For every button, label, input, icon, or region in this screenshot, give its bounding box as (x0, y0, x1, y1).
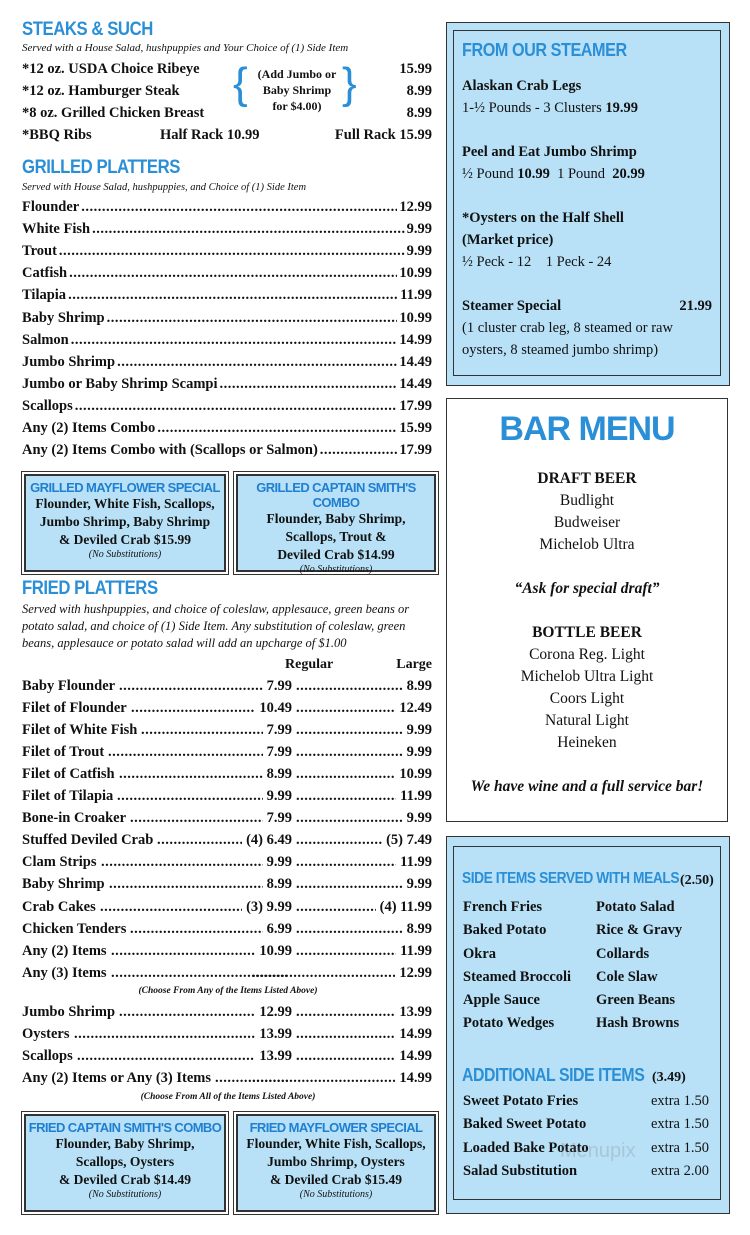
item-name: Any (2) Items Combo with (Scallops or Salmon) (22, 442, 318, 459)
grilled-subtitle: Served with House Salad, hushpuppies, and Choice of (1) Side Item (22, 182, 307, 193)
shrimp-full-label: 1 Pound (557, 166, 606, 182)
sides-header (462, 870, 714, 888)
bottle-item: Heineken (557, 734, 617, 751)
fried-item (22, 678, 432, 698)
grilled-item (22, 287, 432, 307)
item-price: 14.99 (399, 331, 432, 348)
grilled-item (22, 354, 432, 374)
item-name: Baby Shrimp (22, 309, 105, 326)
item-name: White Fish (22, 221, 91, 238)
additional-item: Salad Substitution (463, 1162, 578, 1179)
brace-right: } (342, 59, 357, 108)
special-desc-2: oysters, 8 steamed jumbo shrimp) (462, 342, 659, 358)
fried-item (22, 876, 432, 896)
leader-dots (68, 287, 398, 304)
leader-dots (131, 700, 255, 717)
fried-item (22, 766, 432, 786)
grilled-item (22, 398, 432, 418)
combo-line: Scallops, Trout & (285, 529, 387, 544)
draft-item: Michelob Ultra (539, 536, 635, 553)
leader-dots (141, 722, 263, 739)
price-regular: 12.99 (259, 1004, 292, 1020)
draft-item: Budweiser (553, 514, 621, 531)
ribs-name: *BBQ Ribs (22, 127, 92, 143)
price-large: 12.99 (399, 964, 432, 981)
leader-dots (130, 921, 263, 938)
item-name: Clam Strips (22, 854, 97, 871)
fried-item (22, 1026, 432, 1046)
leader-dots (296, 810, 403, 827)
item-name: Filet of Trout (22, 744, 105, 761)
price-regular: 9.99 (266, 854, 292, 871)
leader-dots (296, 766, 395, 783)
fried-item (22, 899, 432, 919)
sides-right-col (596, 896, 682, 1036)
combo-line: Jumbo Shrimp, Oysters (267, 1154, 405, 1169)
item-name: Jumbo Shrimp (22, 353, 116, 370)
crab-desc (462, 100, 638, 117)
grilled-item (22, 310, 432, 330)
combo-note: (No Substitutions) (299, 564, 373, 575)
special-name: Steamer Special (462, 298, 562, 314)
leader-dots (92, 221, 405, 238)
ribs-full: Full Rack 15.99 (334, 127, 432, 143)
price-regular: 8.99 (266, 876, 292, 893)
leader-dots (71, 332, 398, 349)
item-name: Chicken Tenders (22, 920, 127, 937)
fried-item (22, 788, 432, 808)
combo-title: GRILLED CAPTAIN SMITH'S COMBO (256, 480, 416, 510)
bar-title: BAR MENU (499, 410, 675, 448)
leader-dots (59, 243, 405, 260)
fried-item (22, 854, 432, 874)
combo-line: Flounder, White Fish, Scallops, (35, 496, 215, 511)
combo-line: Flounder, Baby Shrimp, (266, 511, 406, 526)
combo-line: Deviled Crab $14.99 (277, 547, 395, 562)
combo-line: & Deviled Crab $15.49 (270, 1172, 402, 1187)
sides-price: (2.50) (680, 873, 714, 888)
steak-item-price: 8.99 (406, 105, 432, 121)
leader-dots (296, 678, 403, 695)
price-large: 14.99 (399, 1048, 432, 1065)
item-name: Any (2) Items or Any (3) Items (22, 1070, 212, 1087)
price-large: 11.99 (400, 854, 432, 871)
leader-dots (252, 965, 395, 982)
shrimp-full-price: 20.99 (612, 166, 645, 182)
item-price: 11.99 (400, 287, 432, 304)
leader-dots (109, 876, 263, 893)
side-item: Potato Wedges (463, 1015, 555, 1032)
additional-item: Sweet Potato Fries (463, 1093, 579, 1109)
side-item: Rice & Gravy (596, 922, 683, 939)
fried-item (22, 744, 432, 764)
col-large: Large (396, 657, 432, 672)
item-price: 14.49 (399, 375, 432, 392)
additional-price: (3.49) (652, 1070, 686, 1085)
leader-dots (130, 810, 263, 827)
item-name: Filet of Catfish (22, 766, 115, 783)
addon-line: (Add Jumbo or (257, 67, 337, 81)
fried-item (22, 921, 432, 941)
fried-item (22, 700, 432, 720)
price-large: 14.99 (399, 1026, 432, 1043)
fried-item (22, 1004, 432, 1024)
item-price: 10.99 (399, 309, 432, 326)
steamer-title: FROM OUR STEAMER (462, 40, 627, 60)
ribs-half: Half Rack 10.99 (160, 127, 260, 143)
side-item: Apple Sauce (463, 992, 540, 1009)
item-name: Any (3) Items (22, 964, 107, 981)
leader-dots (74, 1026, 255, 1043)
price-large: 9.99 (406, 810, 432, 827)
sides-left-col (463, 896, 571, 1036)
price-large: 9.99 (406, 876, 432, 893)
oysters-name: *Oysters on the Half Shell (462, 210, 624, 226)
item-name: Stuffed Deviled Crab (22, 832, 154, 849)
leader-dots (108, 744, 263, 761)
item-price: 17.99 (399, 442, 432, 459)
combo-line: Flounder, Baby Shrimp, (55, 1136, 195, 1151)
price-large: 9.99 (406, 744, 432, 761)
leader-dots (252, 1070, 395, 1087)
side-item: Hash Browns (596, 1015, 680, 1032)
combo-title: FRIED CAPTAIN SMITH'S COMBO (28, 1120, 222, 1135)
item-name: Oysters (22, 1026, 70, 1043)
combo-note: (No Substitutions) (88, 1189, 162, 1200)
addon-note (250, 66, 344, 114)
leader-dots (107, 310, 398, 327)
price-regular: 7.99 (266, 744, 292, 761)
side-item: Baked Potato (463, 922, 547, 939)
fried-captain-box (24, 1114, 226, 1212)
item-name: Trout (22, 243, 57, 260)
price-regular: 6.99 (266, 920, 292, 937)
watermark: Menupix (560, 1140, 636, 1162)
additional-header (462, 1065, 669, 1086)
grilled-item (22, 332, 432, 352)
bottle-item: Coors Light (549, 690, 625, 707)
ask-special: “Ask for special draft” (514, 580, 660, 597)
price-large: 13.99 (399, 1004, 432, 1020)
leader-dots (117, 354, 397, 371)
leader-dots (296, 1048, 395, 1065)
leader-dots (119, 678, 263, 695)
leader-dots (296, 876, 403, 893)
oysters-market: (Market price) (462, 232, 554, 248)
item-name: Scallops (22, 397, 73, 414)
steak-item-name: *12 oz. Hamburger Steak (22, 83, 180, 99)
price-large: (5) 7.49 (386, 832, 432, 849)
leader-dots (320, 442, 398, 459)
draft-title: DRAFT BEER (537, 470, 637, 487)
fried-item (22, 810, 432, 830)
combo-line: & Deviled Crab $14.49 (59, 1172, 191, 1187)
item-price: 9.99 (406, 243, 432, 260)
leader-dots (296, 854, 396, 871)
grilled-item (22, 442, 432, 462)
additional-price: extra 1.50 (651, 1139, 709, 1156)
special-price: 21.99 (679, 298, 712, 314)
price-regular: 13.99 (259, 1048, 292, 1065)
price-large: 11.99 (400, 942, 432, 959)
steak-item-price: 8.99 (406, 83, 432, 99)
combo-line: Flounder, White Fish, Scallops, (246, 1136, 426, 1151)
bottle-item: Corona Reg. Light (529, 646, 645, 663)
price-large: 8.99 (406, 678, 432, 694)
combo-title: GRILLED MAYFLOWER SPECIAL (30, 480, 220, 495)
leader-dots (296, 1026, 395, 1043)
price-large: 9.99 (406, 722, 432, 739)
leader-dots (75, 398, 398, 415)
price-large: 10.99 (399, 766, 432, 783)
price-regular: 7.99 (266, 810, 292, 827)
addon-line: Baby Shrimp (262, 83, 332, 97)
additional-price: extra 2.00 (651, 1162, 709, 1179)
addon-line: for $4.00) (272, 99, 322, 113)
price-large: (4) 11.99 (379, 898, 432, 915)
leader-dots (296, 832, 382, 849)
leader-dots (296, 899, 376, 916)
additional-price: extra 1.50 (651, 1116, 709, 1133)
grilled-item (22, 265, 432, 285)
price-large: 12.49 (399, 700, 432, 717)
leader-dots (119, 1004, 255, 1021)
additional-price: extra 1.50 (651, 1093, 709, 1109)
steak-item-name: *8 oz. Grilled Chicken Breast (22, 105, 205, 121)
item-name: Filet of White Fish (22, 722, 138, 739)
item-name: Flounder (22, 199, 80, 215)
side-item: French Fries (463, 899, 543, 915)
item-price: 17.99 (399, 397, 432, 414)
combo-line: Jumbo Shrimp, Baby Shrimp (39, 514, 211, 529)
grilled-item (22, 243, 432, 263)
grilled-title: GRILLED PLATTERS (22, 157, 181, 178)
brace-left: { (233, 59, 248, 108)
leader-dots (69, 265, 397, 282)
steak-item-name: *12 oz. USDA Choice Ribeye (22, 61, 200, 77)
steak-item-price: 15.99 (399, 61, 432, 77)
grilled-item (22, 376, 432, 396)
fried-title: FRIED PLATTERS (22, 578, 158, 599)
fried-item (22, 965, 432, 985)
leader-dots (117, 788, 263, 805)
additional-title: ADDITIONAL SIDE ITEMS (462, 1065, 645, 1085)
item-price: 12.99 (399, 199, 432, 215)
price-regular: 7.99 (266, 722, 292, 739)
item-price: 10.99 (399, 265, 432, 282)
price-regular: 10.99 (259, 942, 292, 959)
crab-price: 19.99 (605, 100, 639, 116)
leader-dots (111, 943, 255, 960)
bottle-item: Natural Light (545, 712, 629, 729)
crab-name: Alaskan Crab Legs (462, 78, 582, 94)
shrimp-name: Peel and Eat Jumbo Shrimp (462, 144, 637, 160)
additional-item: Baked Sweet Potato (463, 1116, 587, 1133)
item-name: Tilapia (22, 287, 67, 304)
leader-dots (100, 899, 242, 916)
side-item: Green Beans (596, 992, 676, 1009)
shrimp-half-price: 10.99 (517, 166, 550, 182)
leader-dots (296, 722, 403, 739)
item-name: Filet of Flounder (22, 700, 127, 717)
leader-dots (101, 854, 263, 871)
price-regular: 13.99 (259, 1026, 292, 1043)
shrimp-prices (462, 166, 645, 183)
item-price: 9.99 (406, 221, 432, 238)
bar-content (446, 468, 728, 798)
leader-dots (220, 376, 398, 393)
leader-dots (296, 1004, 395, 1021)
col-regular: Regular (285, 657, 334, 672)
grilled-item (22, 221, 432, 241)
leader-dots (81, 199, 397, 216)
fried-note-1: (Choose From Any of the Items Listed Above) (138, 986, 318, 996)
special-desc-1: (1 cluster crab leg, 8 steamed or raw (462, 320, 673, 336)
side-item: Cole Slaw (596, 968, 658, 985)
side-item: Potato Salad (596, 899, 675, 915)
steaks-title: STEAKS & SUCH (22, 19, 153, 40)
sides-title: SIDE ITEMS SERVED WITH MEALS (462, 870, 680, 887)
wine-note: We have wine and a full service bar! (470, 778, 704, 795)
price-regular: (4) 6.49 (246, 832, 292, 849)
leader-dots (296, 921, 403, 938)
price-regular: 7.99 (266, 678, 292, 694)
leader-dots (157, 832, 242, 849)
leader-dots (296, 700, 395, 717)
combo-note: (No Substitutions) (88, 549, 162, 560)
item-name: Salmon (22, 331, 69, 348)
fried-item (22, 722, 432, 742)
additional-item: Loaded Bake Potato (463, 1139, 589, 1156)
bottle-title: BOTTLE BEER (532, 624, 642, 641)
item-name: Catfish (22, 265, 68, 282)
fried-item (22, 1048, 432, 1068)
leader-dots (77, 1048, 255, 1065)
fried-item (22, 832, 432, 852)
side-item: Steamed Broccoli (463, 968, 572, 985)
leader-dots (296, 744, 403, 761)
leader-dots (296, 943, 396, 960)
crab-desc-text: 1-½ Pounds - 3 Clusters (462, 100, 602, 116)
combo-line: & Deviled Crab $15.99 (59, 532, 191, 547)
fried-item (22, 943, 432, 963)
item-name: Jumbo or Baby Shrimp Scampi (22, 375, 218, 392)
grilled-captain-box (236, 474, 436, 575)
item-name: Baby Shrimp (22, 876, 105, 893)
combo-line: Scallops, Oysters (75, 1154, 175, 1169)
leader-dots (296, 788, 396, 805)
shrimp-half-label: ½ Pound (462, 166, 514, 182)
oysters-peck: 1 Peck - 24 (545, 254, 612, 270)
item-name: Crab Cakes (22, 898, 96, 915)
leader-dots (157, 420, 397, 437)
price-regular: (3) 9.99 (246, 898, 292, 915)
leader-dots (119, 766, 263, 783)
grilled-mayflower-box (24, 474, 226, 572)
grilled-item (22, 420, 432, 440)
combo-note: (No Substitutions) (299, 1189, 373, 1200)
fried-item (22, 1070, 432, 1090)
combo-title: FRIED MAYFLOWER SPECIAL (249, 1120, 423, 1135)
fried-subtitle: Served with hushpuppies, and choice of coleslaw, applesauce, green beans or potato salad, and choice of (1) Side Item. Any substitution of coleslaw, green beans, applesauce or potato salad will add an upcharge of $1.00 (22, 602, 410, 650)
oysters-half-peck: ½ Peck - 12 (462, 254, 532, 270)
fried-note-2: (Choose From All of the Items Listed Above) (140, 1092, 316, 1102)
oysters-prices (462, 254, 611, 271)
price-regular: 10.49 (259, 700, 292, 717)
price-large: 11.99 (400, 788, 432, 805)
grilled-item (22, 199, 432, 219)
item-name: Baby Flounder (22, 678, 116, 694)
item-name: Scallops (22, 1048, 73, 1065)
side-item: Collards (596, 945, 650, 962)
price-regular: 9.99 (266, 788, 292, 805)
item-name: Jumbo Shrimp (22, 1004, 116, 1020)
bottle-item: Michelob Ultra Light (520, 668, 654, 685)
steaks-subtitle: Served with a House Salad, hushpuppies and Your Choice of (1) Side Item (22, 42, 349, 54)
price-large: 14.99 (399, 1070, 432, 1087)
fried-mayflower-box (236, 1114, 436, 1212)
side-item: Okra (463, 945, 497, 962)
price-large: 8.99 (406, 920, 432, 937)
item-name: Any (2) Items Combo (22, 420, 156, 436)
item-price: 14.49 (399, 353, 432, 370)
draft-item: Budlight (559, 492, 615, 509)
item-name: Any (2) Items (22, 942, 107, 959)
item-name: Filet of Tilapia (22, 788, 114, 805)
price-regular: 8.99 (266, 766, 292, 783)
item-name: Bone-in Croaker (22, 810, 127, 827)
item-price: 15.99 (399, 420, 432, 436)
